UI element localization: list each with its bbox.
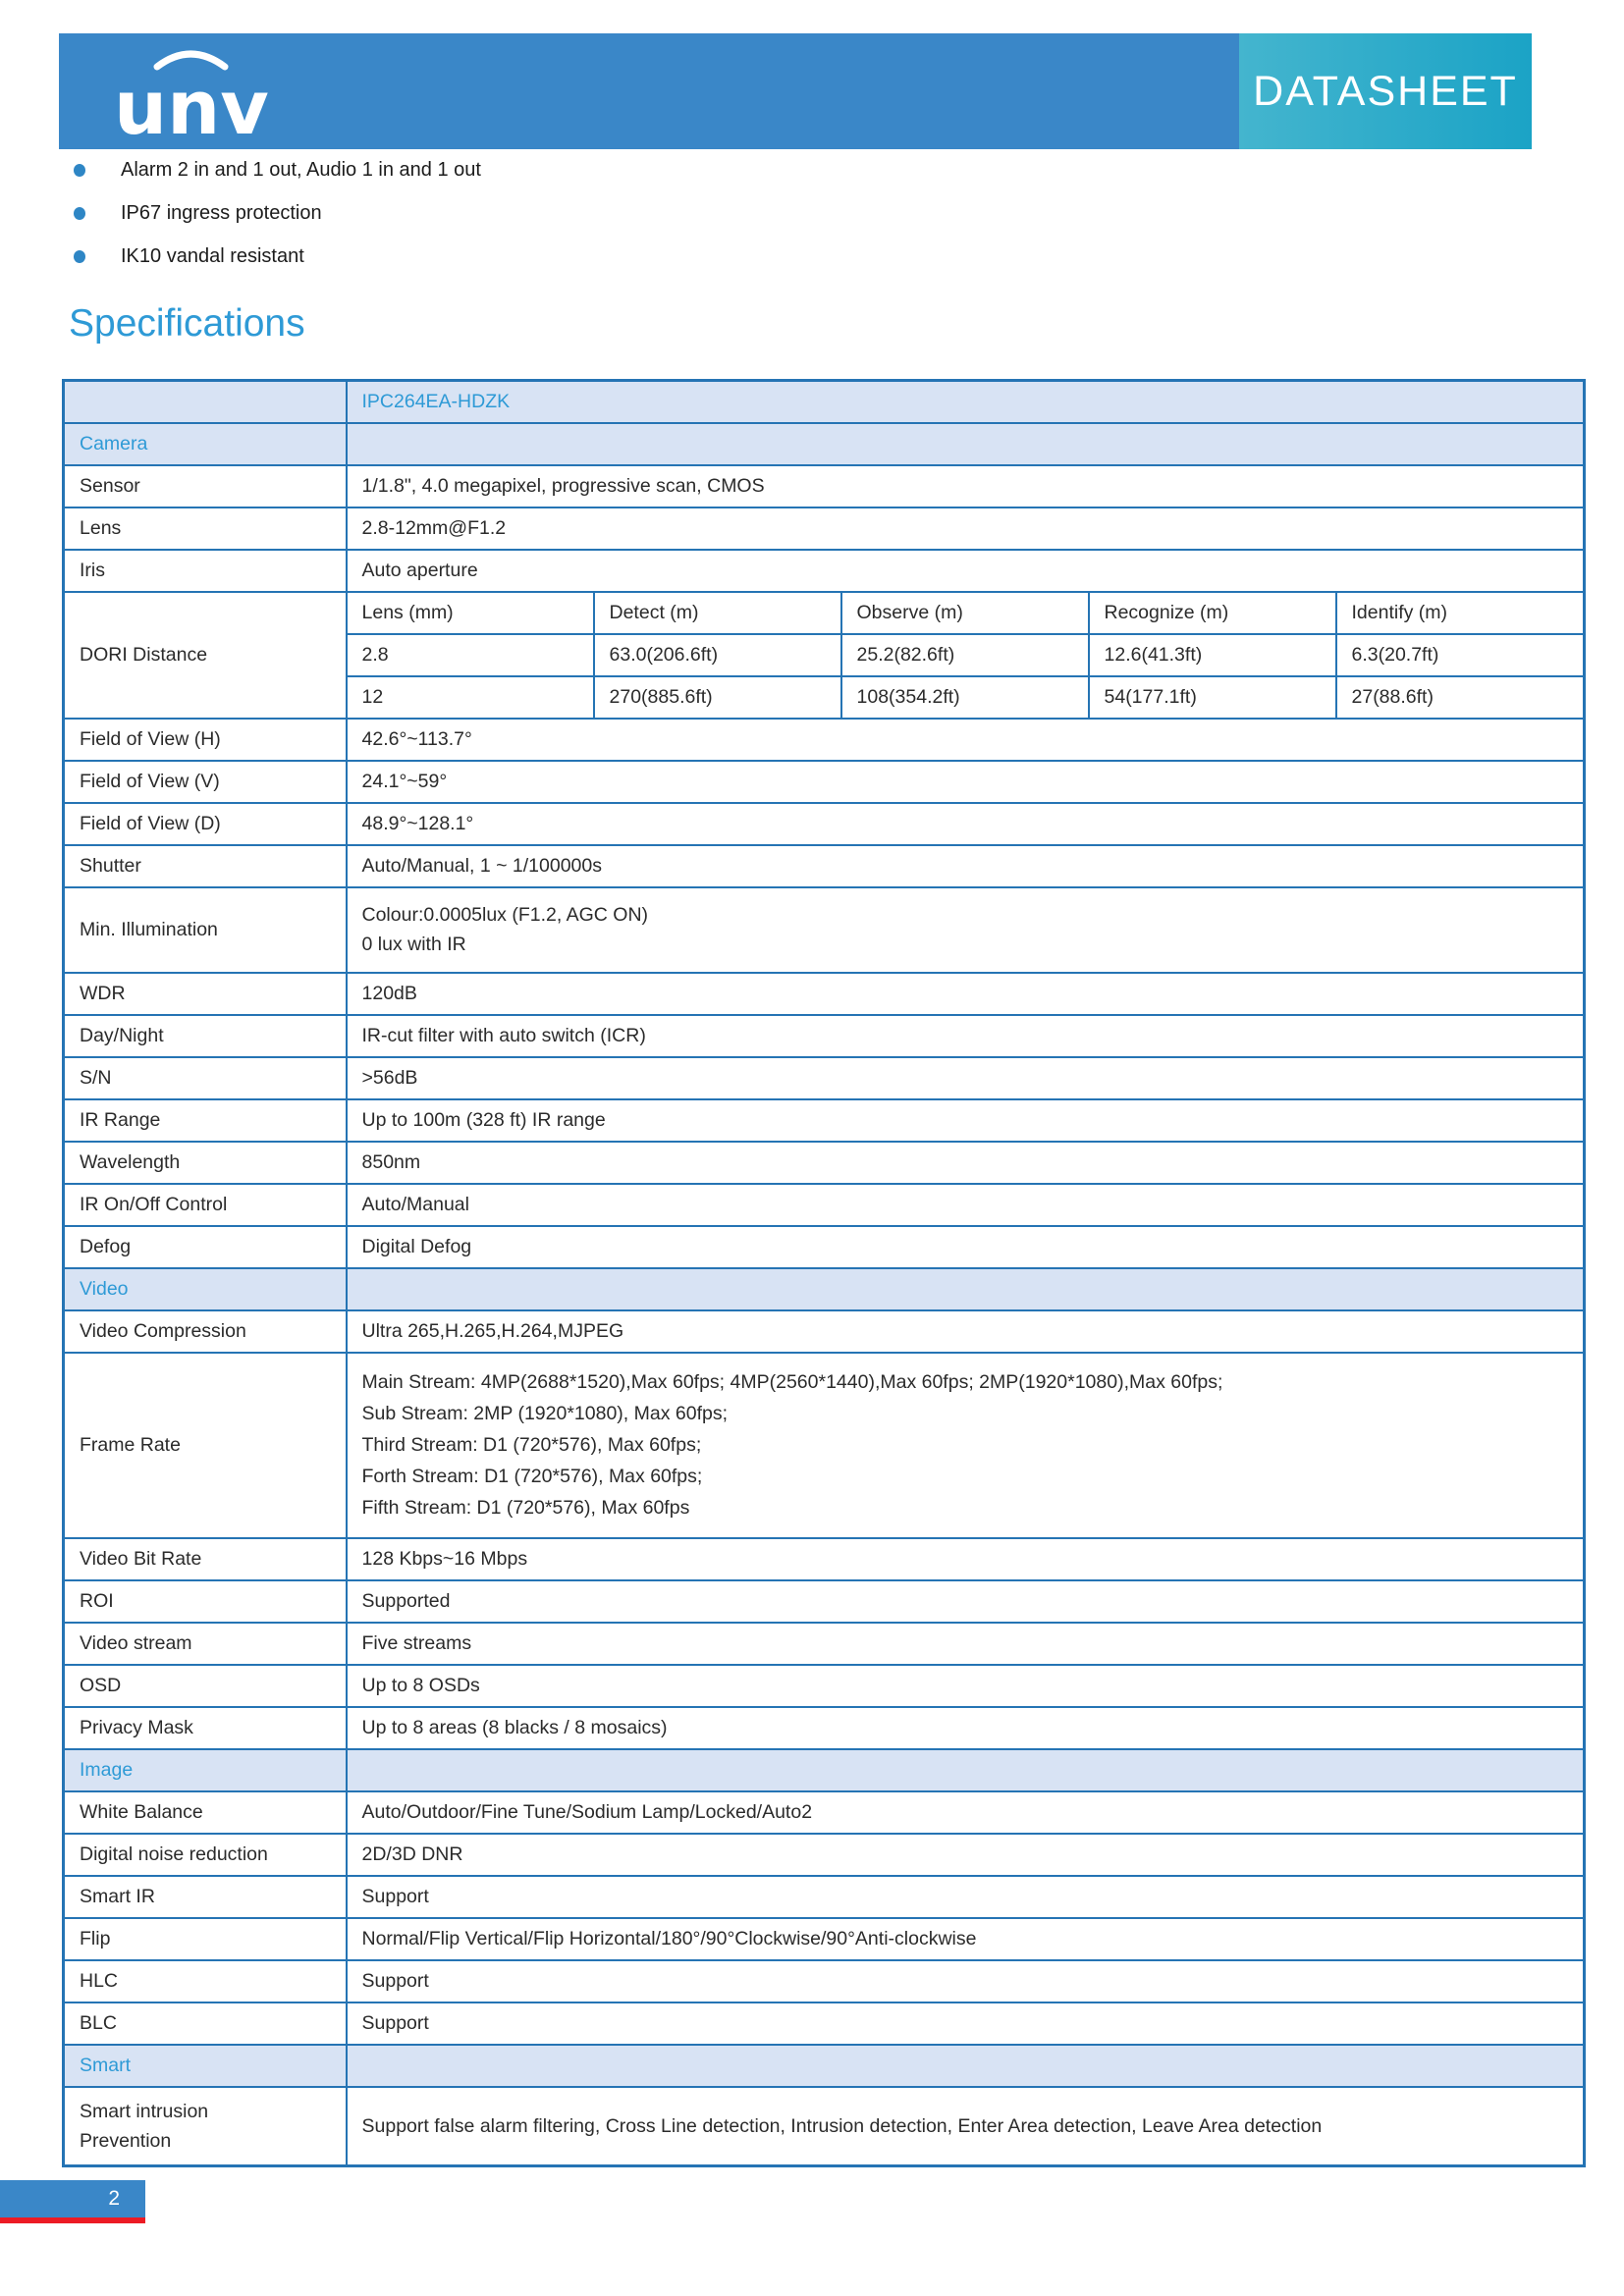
spec-value-cell: 2D/3D DNR xyxy=(347,1834,1585,1876)
spec-value-cell xyxy=(347,1353,1585,1538)
spec-row xyxy=(64,465,1585,507)
spec-value-cell: 2.8-12mm@F1.2 xyxy=(347,507,1585,550)
spec-value-cell xyxy=(347,887,1585,973)
spec-row xyxy=(64,845,1585,887)
dori-value-cell: 12.6(41.3ft) xyxy=(1089,634,1336,676)
section-empty-cell xyxy=(347,1268,1585,1310)
specifications-heading: Specifications xyxy=(69,302,305,345)
header-banner xyxy=(59,33,1532,149)
unv-logo xyxy=(112,39,318,147)
feature-text: IK10 vandal resistant xyxy=(121,245,304,267)
feature-list xyxy=(74,159,481,289)
spec-row xyxy=(64,1099,1585,1142)
feature-item xyxy=(74,202,481,225)
dori-value-cell: 108(354.2ft) xyxy=(841,676,1089,719)
dori-value-cell: 54(177.1ft) xyxy=(1089,676,1336,719)
spec-row xyxy=(64,1142,1585,1184)
spec-label-cell: Privacy Mask xyxy=(64,1707,347,1749)
spec-value-cell: 48.9°~128.1° xyxy=(347,803,1585,845)
spec-value-line: 0 lux with IR xyxy=(361,934,466,955)
spec-row xyxy=(64,507,1585,550)
feature-item xyxy=(74,245,481,268)
spec-value-cell: IR-cut filter with auto switch (ICR) xyxy=(347,1015,1585,1057)
specifications-table xyxy=(62,379,1586,2167)
datasheet-label: DATASHEET xyxy=(1253,67,1518,115)
spec-value-cell: 24.1°~59° xyxy=(347,761,1585,803)
section-row-smart xyxy=(64,2045,1585,2087)
spec-row xyxy=(64,1580,1585,1623)
section-row-image xyxy=(64,1749,1585,1791)
section-empty-cell xyxy=(347,2045,1585,2087)
spec-row xyxy=(64,1665,1585,1707)
spec-label-cell: Field of View (H) xyxy=(64,719,347,761)
spec-value-line: Third Stream: D1 (720*576), Max 60fps; xyxy=(361,1434,702,1456)
spec-value-line: Colour:0.0005lux (F1.2, AGC ON) xyxy=(361,904,649,926)
spec-label-cell: IR Range xyxy=(64,1099,347,1142)
dori-value-cell: 63.0(206.6ft) xyxy=(594,634,841,676)
spec-label-line: Smart intrusion xyxy=(80,2101,209,2122)
section-title-cell: Image xyxy=(64,1749,347,1791)
spec-label-cell: Digital noise reduction xyxy=(64,1834,347,1876)
unv-logo-text: unv xyxy=(114,64,269,147)
dori-header-cell: Lens (mm) xyxy=(347,592,594,634)
section-title-cell: Video xyxy=(64,1268,347,1310)
spec-row xyxy=(64,973,1585,1015)
spec-label-cell: Smart IR xyxy=(64,1876,347,1918)
spec-row xyxy=(64,550,1585,592)
unv-logo-graphic xyxy=(112,39,318,147)
spec-row xyxy=(64,1876,1585,1918)
spec-value-cell: Support false alarm filtering, Cross Line detection, Intrusion detection, Enter Area detection, Leave Area detection xyxy=(347,2087,1585,2166)
spec-value-line: Forth Stream: D1 (720*576), Max 60fps; xyxy=(361,1466,703,1487)
spec-row xyxy=(64,1707,1585,1749)
spec-label-cell: Day/Night xyxy=(64,1015,347,1057)
page-number: 2 xyxy=(108,2187,120,2210)
dori-value-cell: 270(885.6ft) xyxy=(594,676,841,719)
dori-value-cell: 2.8 xyxy=(347,634,594,676)
spec-value-cell: Up to 8 OSDs xyxy=(347,1665,1585,1707)
dori-value-cell: 12 xyxy=(347,676,594,719)
spec-row xyxy=(64,803,1585,845)
spec-row xyxy=(64,1015,1585,1057)
spec-value-line: Sub Stream: 2MP (1920*1080), Max 60fps; xyxy=(361,1403,729,1424)
spec-label-cell: Sensor xyxy=(64,465,347,507)
spec-value-cell: Digital Defog xyxy=(347,1226,1585,1268)
spec-value-cell: Up to 100m (328 ft) IR range xyxy=(347,1099,1585,1142)
spec-value-cell: 128 Kbps~16 Mbps xyxy=(347,1538,1585,1580)
spec-row xyxy=(64,1791,1585,1834)
spec-label-cell: HLC xyxy=(64,1960,347,2002)
spec-label-cell: Field of View (D) xyxy=(64,803,347,845)
spec-value-cell: Up to 8 areas (8 blacks / 8 mosaics) xyxy=(347,1707,1585,1749)
spec-row xyxy=(64,719,1585,761)
spec-label-cell: White Balance xyxy=(64,1791,347,1834)
dori-header-cell: Recognize (m) xyxy=(1089,592,1336,634)
spec-label-cell: Field of View (V) xyxy=(64,761,347,803)
dori-value-cell: 25.2(82.6ft) xyxy=(841,634,1089,676)
spec-value-cell: Auto/Manual, 1 ~ 1/100000s xyxy=(347,845,1585,887)
spec-label-cell: Defog xyxy=(64,1226,347,1268)
spec-value-cell: Auto/Outdoor/Fine Tune/Sodium Lamp/Locked/Auto2 xyxy=(347,1791,1585,1834)
spec-row xyxy=(64,1538,1585,1580)
spec-row xyxy=(64,1834,1585,1876)
spec-value-cell: Normal/Flip Vertical/Flip Horizontal/180°/90°Clockwise/90°Anti-clockwise xyxy=(347,1918,1585,1960)
spec-row xyxy=(64,1057,1585,1099)
spec-label-cell: BLC xyxy=(64,2002,347,2045)
spec-row-min-illumination xyxy=(64,887,1585,973)
spec-label-cell: Video stream xyxy=(64,1623,347,1665)
section-title-cell: Smart xyxy=(64,2045,347,2087)
bullet-dot-icon xyxy=(74,164,85,177)
spec-value-cell: Ultra 265,H.265,H.264,MJPEG xyxy=(347,1310,1585,1353)
section-empty-cell xyxy=(347,1749,1585,1791)
spec-value-cell: 850nm xyxy=(347,1142,1585,1184)
spec-row xyxy=(64,1623,1585,1665)
spec-label-cell xyxy=(64,2087,347,2166)
spec-row xyxy=(64,1184,1585,1226)
dori-value-cell: 6.3(20.7ft) xyxy=(1336,634,1585,676)
feature-text: Alarm 2 in and 1 out, Audio 1 in and 1 out xyxy=(121,159,481,181)
spec-row xyxy=(64,1226,1585,1268)
spec-label-cell: S/N xyxy=(64,1057,347,1099)
spec-label-cell: Video Compression xyxy=(64,1310,347,1353)
spec-value-cell: >56dB xyxy=(347,1057,1585,1099)
model-header-row xyxy=(64,381,1585,424)
section-title-cell: Camera xyxy=(64,423,347,465)
spec-value-cell: 120dB xyxy=(347,973,1585,1015)
dori-header-cell: Identify (m) xyxy=(1336,592,1585,634)
spec-value-cell: Support xyxy=(347,1876,1585,1918)
model-name: IPC264EA-HDZK xyxy=(347,381,1585,424)
spec-label-cell: Min. Illumination xyxy=(64,887,347,973)
page-number-box xyxy=(0,2180,145,2217)
spec-label-cell: Frame Rate xyxy=(64,1353,347,1538)
spec-row-frame-rate xyxy=(64,1353,1585,1538)
spec-label-cell: WDR xyxy=(64,973,347,1015)
feature-text: IP67 ingress protection xyxy=(121,202,322,224)
spec-label-line: Prevention xyxy=(80,2130,172,2153)
dori-header-row xyxy=(64,592,1585,634)
spec-row xyxy=(64,2002,1585,2045)
dori-header-cell: Observe (m) xyxy=(841,592,1089,634)
dori-value-cell: 27(88.6ft) xyxy=(1336,676,1585,719)
spec-label-cell: Wavelength xyxy=(64,1142,347,1184)
spec-row xyxy=(64,1918,1585,1960)
spec-row xyxy=(64,1310,1585,1353)
spec-value-line: Fifth Stream: D1 (720*576), Max 60fps xyxy=(361,1497,690,1519)
section-empty-cell xyxy=(347,423,1585,465)
spec-label-cell: Flip xyxy=(64,1918,347,1960)
bullet-dot-icon xyxy=(74,250,85,263)
spec-label-cell: Iris xyxy=(64,550,347,592)
spec-label-cell: IR On/Off Control xyxy=(64,1184,347,1226)
section-row-video xyxy=(64,1268,1585,1310)
spec-value-cell: Support xyxy=(347,2002,1585,2045)
spec-value-cell: Supported xyxy=(347,1580,1585,1623)
spec-label-cell: Video Bit Rate xyxy=(64,1538,347,1580)
spec-row xyxy=(64,761,1585,803)
spec-label-cell: Lens xyxy=(64,507,347,550)
section-row-camera xyxy=(64,423,1585,465)
spec-label-cell: Shutter xyxy=(64,845,347,887)
dori-header-cell: Detect (m) xyxy=(594,592,841,634)
spec-value-cell: Auto/Manual xyxy=(347,1184,1585,1226)
spec-label-cell: OSD xyxy=(64,1665,347,1707)
spec-value-cell: 1/1.8", 4.0 megapixel, progressive scan, CMOS xyxy=(347,465,1585,507)
spec-value-line: Main Stream: 4MP(2688*1520),Max 60fps; 4MP(2560*1440),Max 60fps; 2MP(1920*1080),Max 60fps; xyxy=(361,1371,1223,1393)
datasheet-banner xyxy=(1239,33,1532,149)
bullet-dot-icon xyxy=(74,207,85,220)
spec-value-cell: 42.6°~113.7° xyxy=(347,719,1585,761)
spec-row-smart-intrusion xyxy=(64,2087,1585,2166)
dori-label-cell: DORI Distance xyxy=(64,592,347,719)
spec-value-cell: Support xyxy=(347,1960,1585,2002)
model-header-empty-cell xyxy=(64,381,347,424)
spec-value-cell: Auto aperture xyxy=(347,550,1585,592)
feature-item xyxy=(74,159,481,182)
spec-value-cell: Five streams xyxy=(347,1623,1585,1665)
footer-red-line xyxy=(0,2217,145,2223)
spec-row xyxy=(64,1960,1585,2002)
spec-label-cell: ROI xyxy=(64,1580,347,1623)
